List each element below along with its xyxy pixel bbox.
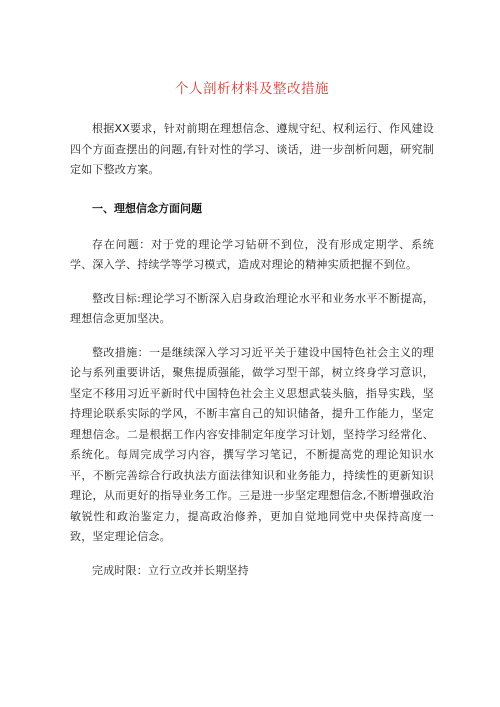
goal-paragraph: 整改目标:理论学习不断深入启身政治理论水平和业务水平不断提高，理想信念更加坚决。 [70, 291, 434, 325]
section-ideals-beliefs [70, 199, 434, 582]
intro-paragraph: 根据XX要求，针对前期在理想信念、遵规守纪、权利运行、作风建设四个方面查摆出的问题,有针对性的学习、谈话，进一步剖析问题，研究制定如下整改方案。 [70, 122, 434, 176]
section-heading: 一、理想信念方面问题 [92, 201, 202, 215]
problem-paragraph: 存在问题：对于党的理论学习钻研不到位，没有形成定期学、系统学、深入学、持续学等学习模式，造成对理论的精神实质把握不到位。 [70, 237, 434, 271]
deadline-paragraph: 完成时限：立行立改并长期坚持 [92, 563, 249, 577]
measures-paragraph: 整改措施：一是继续深入学习习近平关于建设中国特色社会主义的理论与系列重要讲话，聚焦提质强能，做学习型干部，树立终身学习意识，坚定不移用习近平新时代中国特色社会主义思想武装头脑，指导实践，坚持理论联系实际的学风，不断丰富自己的知识储备，提升工作能力，坚定理想信念。二是根据工作内容安排制定年度学习计划，坚持学习经常化、系统化。每周完成学习内容，撰写学习笔记，不断提高党的理论知识水平，不断完善综合行政执法方面法律知识和业务能力，持续性的更新知识理论，从而更好的指导业务工作。三是进一步坚定理想信念,不断增强政治敏锐性和政治鉴定力，提高政治修养，更加自觉地同党中央保持高度一致，坚定理论信念。 [70, 345, 434, 543]
document-title: 个人剖析材料及整改措施 [175, 81, 329, 97]
